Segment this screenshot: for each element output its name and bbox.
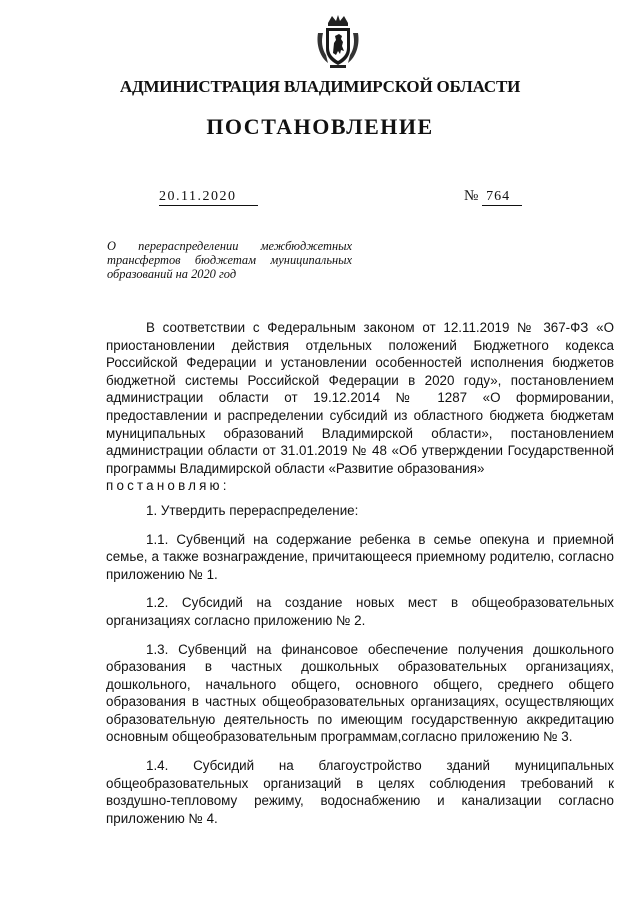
document-type-title: ПОСТАНОВЛЕНИЕ xyxy=(206,114,434,139)
authority-name: АДМИНИСТРАЦИЯ ВЛАДИМИРСКОЙ ОБЛАСТИ xyxy=(119,77,521,96)
item-1-4: 1.4. Субсидий на благоустройство зданий муниципальных общеобразовательных организаций в целях соблюдения требований к воздушно-тепловому режиму, водоснабжению и канализации согласно приложению № 4. xyxy=(106,758,614,826)
document-date: 20.11.2020 xyxy=(159,189,258,206)
document-number-row xyxy=(464,188,522,206)
document-number: 764 xyxy=(482,189,522,206)
item-1-2: 1.2. Субсидий на создание новых мест в общеобразовательных организациях согласно приложению № 2. xyxy=(106,595,614,628)
coat-of-arms-icon xyxy=(314,13,362,69)
number-sign: № xyxy=(464,188,479,204)
item-1-3: 1.3. Субвенций на финансовое обеспечение получения дошкольного образования в частных дошкольных образовательных организациях, дошкольного, начального общего, основного общего, среднего общего образования в частных общеобразовательных организациях, осуществляющих образовательную деятельность по имеющим государственную аккредитацию основным общеобразовательным программам,согласно приложению № 3. xyxy=(106,641,614,745)
document-subject: О перераспределении межбюджетных трансфертов бюджетам муниципальных образований на 2020 год xyxy=(107,239,352,281)
item-1: 1. Утвердить перераспределение: xyxy=(146,502,359,518)
item-1-1: 1.1. Субвенций на содержание ребенка в семье опекуна и приемной семье, а также вознаграждение, причитающееся приемному родителю, согласно приложению № 1. xyxy=(106,531,614,582)
document-body xyxy=(106,319,614,827)
preamble-paragraph: В соответствии с Федеральным законом от 12.11.2019 № 367-ФЗ «О приостановлении действия отдельных положений Бюджетного кодекса Российской Федерации и установлении особенностей исполнения бюджетов бюджетной системы Российской Федерации в 2020 году», постановлением администрации области от 19.12.2014 № 1287 «О формировании, предоставлении и распределении субсидий из областного бюджета бюджетам муниципальных образований Владимирской области», постановлением администрации области от 31.01.2019 № 48 «Об утверждении Государственной программы Владимирской области «Развитие образования» xyxy=(106,320,614,476)
resolve-line: постановляю: xyxy=(106,478,230,494)
